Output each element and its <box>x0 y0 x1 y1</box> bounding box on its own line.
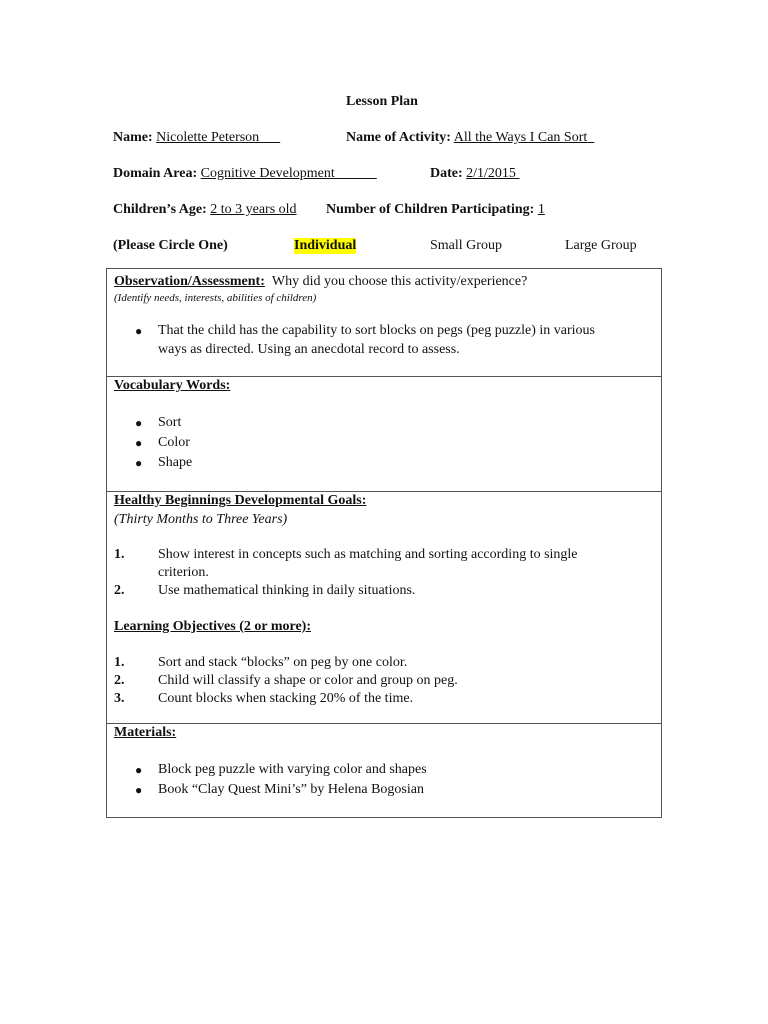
age-value: 2 to 3 years old <box>210 202 297 217</box>
objective-number: 3. <box>114 691 125 706</box>
bullet-icon: ● <box>135 324 143 338</box>
name-row <box>113 130 280 146</box>
objective-text: Child will classify a shape or color and group on peg. <box>158 673 458 688</box>
lesson-table <box>106 268 662 818</box>
date-label: Date: <box>430 166 463 181</box>
date-value: 2/1/2015 <box>466 166 516 181</box>
objective-number: 2. <box>114 673 125 688</box>
name-value: Nicolette Peterson <box>156 130 260 145</box>
vocab-word: Shape <box>158 455 193 470</box>
goals-subheading: (Thirty Months to Three Years) <box>114 512 288 527</box>
age-row <box>113 202 297 218</box>
option-individual: Individual <box>294 238 357 253</box>
vocabulary-section <box>107 377 661 492</box>
bullet-icon: ● <box>135 763 143 777</box>
vocab-word: Sort <box>158 415 182 430</box>
option-large-group: Large Group <box>565 238 637 253</box>
materials-heading: Materials: <box>114 725 177 740</box>
participants-value: 1 <box>537 202 545 217</box>
goal-number: 1. <box>114 547 125 562</box>
domain-value: Cognitive Development <box>200 166 335 181</box>
goal-number: 2. <box>114 583 125 598</box>
circle-one-label: (Please Circle One) <box>113 238 228 253</box>
participants-label: Number of Children Participating: <box>326 202 535 217</box>
observation-hint: (Identify needs, interests, abilities of children) <box>114 292 317 304</box>
vocab-word: Color <box>158 435 190 450</box>
goal-text: Show interest in concepts such as matching and sorting according to single <box>158 547 578 562</box>
objectives-heading: Learning Objectives (2 or more): <box>114 619 311 634</box>
material-item: Book “Clay Quest Mini’s” by Helena Bogosian <box>158 782 424 797</box>
observation-section <box>107 269 661 377</box>
objective-number: 1. <box>114 655 125 670</box>
activity-row <box>346 130 594 146</box>
option-small-group: Small Group <box>430 238 502 253</box>
bullet-icon: ● <box>135 436 143 450</box>
goals-heading: Healthy Beginnings Developmental Goals: <box>114 493 367 508</box>
goal-text: Use mathematical thinking in daily situations. <box>158 583 416 598</box>
materials-section <box>107 724 661 817</box>
observation-question: Why did you choose this activity/experience? <box>271 274 528 289</box>
objective-text: Sort and stack “blocks” on peg by one color. <box>158 655 408 670</box>
name-label: Name: <box>113 130 153 145</box>
domain-row <box>113 166 377 182</box>
goal-text-cont: criterion. <box>158 565 209 580</box>
material-item: Block peg puzzle with varying color and shapes <box>158 762 427 777</box>
objective-text: Count blocks when stacking 20% of the time. <box>158 691 414 706</box>
page-title: Lesson Plan <box>346 94 418 109</box>
observation-bullet-line1: That the child has the capability to sort blocks on pegs (peg puzzle) in various <box>158 323 595 338</box>
observation-bullet-line2: ways as directed. Using an anecdotal record to assess. <box>158 342 460 357</box>
vocabulary-heading: Vocabulary Words: <box>114 378 231 393</box>
domain-label: Domain Area: <box>113 166 198 181</box>
activity-label: Name of Activity: <box>346 130 451 145</box>
age-label: Children’s Age: <box>113 202 207 217</box>
participants-row <box>326 202 545 218</box>
goals-section <box>107 492 661 724</box>
bullet-icon: ● <box>135 416 143 430</box>
activity-value: All the Ways I Can Sort <box>453 130 588 145</box>
bullet-icon: ● <box>135 456 143 470</box>
observation-heading: Observation/Assessment: <box>114 274 265 289</box>
date-row <box>430 166 519 182</box>
bullet-icon: ● <box>135 783 143 797</box>
